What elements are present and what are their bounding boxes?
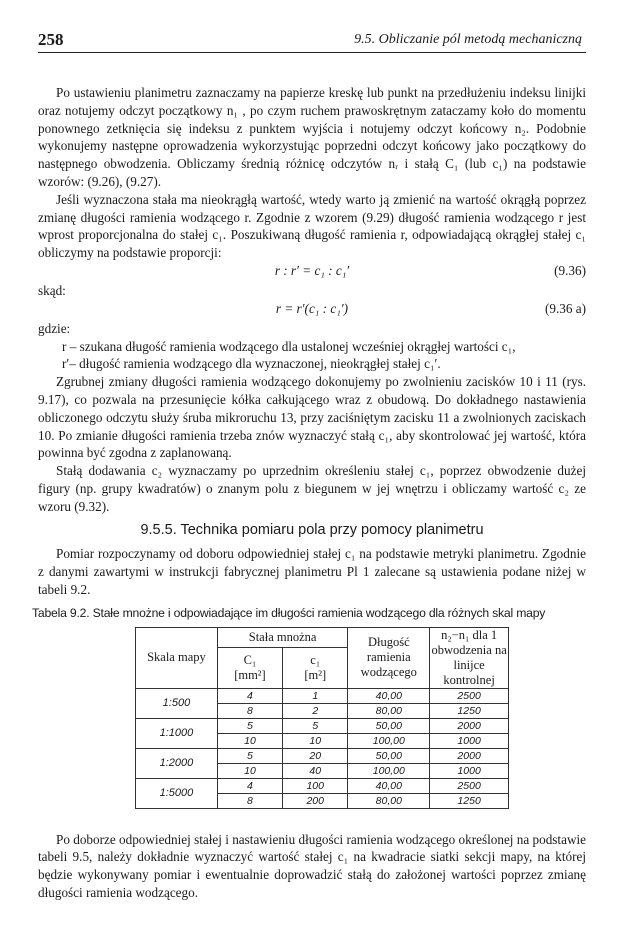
paragraph: Po ustawieniu planimetru zaznaczamy na papierze kreskę lub punkt na przedłużeniu indeksu linijki oraz notujemy odczyt początkowy n₁ , po czym ruchem prawoskrętnym zataczamy koło do momentu ponownego zetknięcia się indeksu z punktem wyjścia i notujemy odczyt końcowy n₂. Podobnie wykonujemy następne oprowadzenia wykorzystując poprzedni odczyt końcowy jako początkowy do następnego obwodzenia. Obliczamy średnią różnicę odczytów nᵣ i stałą C₁ (lub c₁) na podstawie wzorów: (9.26), (9.27). xyxy=(38,85,586,189)
definitions xyxy=(38,338,586,374)
cell-scale: 1:5000 xyxy=(136,778,218,808)
paragraph: Po doborze odpowiedniej stałej i nastawieniu długości ramienia wodzącego określonej na podstawie tabeli 9.5, należy dokładnie wyznaczyć wartość stałej c₁ na kwadracie siatki sekcji mapy, na której będzie wykonywany pomiar i ewentualnie doprowadzić stałą do założonej wartości poprzez zmianę długości ramienia wodzącego. xyxy=(38,831,586,900)
header-C1 xyxy=(217,648,282,688)
running-title: 9.5. Obliczanie pól metodą mechaniczną xyxy=(354,32,582,47)
cell-c1: 20 xyxy=(283,748,348,763)
cell-c1: 1 xyxy=(283,688,348,703)
cell-scale: 1:1000 xyxy=(136,718,218,748)
cell-ndiff: 1000 xyxy=(430,733,509,748)
cell-C1: 4 xyxy=(217,688,282,703)
equation-formula: r : r′ = c₁ : c₁′ xyxy=(274,262,350,278)
cell-scale: 1:2000 xyxy=(136,748,218,778)
cell-arm: 100,00 xyxy=(348,733,430,748)
cell-arm: 80,00 xyxy=(348,703,430,718)
paragraph: Zgrubnej zmiany długości ramienia wodzącego dokonujemy po zwolnieniu zacisków 10 i 11 (rys. 9.17), co pozwala na przesunięcie kółka całkującego wraz z obudową. Do dokładnego nastawienia obliczonego odczytu służy śruba mikroruchu 13, przy zaciśniętym zacisku 11 a zwolnionych zaciskach 10. Po zmianie długości ramienia trzeba znów wyznaczyć stałą c₁, aby skontrolować jej wartość, która powinna być zgodna z zaplanowaną. xyxy=(38,374,586,461)
equation-formula: r = r′(c₁ : c₁′) xyxy=(275,300,349,316)
cell-C1: 10 xyxy=(217,733,282,748)
header-C1-symbol: C₁ xyxy=(243,652,257,667)
definition-item: r′– długość ramienia wodzącego dla wyznaczonej, nieokrągłej stałej c₁′. xyxy=(62,356,441,372)
table-row xyxy=(136,748,509,763)
cell-arm: 40,00 xyxy=(348,778,430,793)
cell-arm: 100,00 xyxy=(348,763,430,778)
cell-ndiff: 2000 xyxy=(430,748,509,763)
cell-ndiff: 1000 xyxy=(430,763,509,778)
header-C1-unit: [mm²] xyxy=(234,667,266,682)
constants-table xyxy=(135,627,509,809)
cell-c1: 10 xyxy=(283,733,348,748)
definition-item: r – szukana długość ramienia wodzącego dla ustalonej wcześniej okrągłej wartości c₁, xyxy=(62,338,516,354)
cell-c1: 2 xyxy=(283,703,348,718)
cell-c1: 40 xyxy=(283,763,348,778)
header-c1-unit: [m²] xyxy=(304,667,327,682)
cell-C1: 5 xyxy=(217,718,282,733)
header-c1-symbol: c₁ xyxy=(310,652,321,667)
table-caption: Tabela 9.2. Stałe mnożne i odpowiadające im długości ramienia wodzącego dla różnych skal mapy xyxy=(32,605,546,620)
page-body xyxy=(32,84,586,902)
cell-scale: 1:500 xyxy=(136,688,218,718)
paragraph: Jeśli wyznaczona stała ma nieokrągłą wartość, wtedy warto ją zmienić na wartość okrągłą poprzez zmianę długości ramienia wodzącego r. Zgodnie z wzorem (9.29) długość ramienia wodzącego r jest wprost proporcjonalna do stałej c₁. Poszukiwaną długość ramienia r, odpowiadającą okrągłej stałej c₁ obliczymy na podstawie proporcji: xyxy=(38,191,586,261)
cell-ndiff: 2000 xyxy=(430,718,509,733)
cell-c1: 5 xyxy=(283,718,348,733)
table-row xyxy=(136,718,509,733)
header-scale: Skala mapy xyxy=(136,627,218,688)
cell-ndiff: 1250 xyxy=(430,703,509,718)
cell-C1: 10 xyxy=(217,763,282,778)
cell-c1: 200 xyxy=(283,793,348,808)
cell-C1: 4 xyxy=(217,778,282,793)
label-skad: skąd: xyxy=(38,282,66,298)
header-const-group: Stała mnożna xyxy=(217,627,348,648)
cell-arm: 40,00 xyxy=(348,688,430,703)
page-header xyxy=(38,30,586,53)
paragraph: Stałą dodawania c₂ wyznaczamy po uprzednim określeniu stałej c₁, poprzez obwodzenie dużej figury (np. grupy kwadratów) o znanym polu z biegunem w jej wnętrzu i obliczamy wartość c₂ ze wzoru (9.32). xyxy=(38,463,586,514)
page-number: 258 xyxy=(38,30,64,49)
cell-arm: 80,00 xyxy=(348,793,430,808)
table-row xyxy=(136,778,509,793)
header-arm-length: Długość ramienia wodzącego xyxy=(348,627,430,688)
cell-ndiff: 1250 xyxy=(430,793,509,808)
cell-arm: 50,00 xyxy=(348,748,430,763)
equation-9-36 xyxy=(38,262,586,282)
paragraph: Pomiar rozpoczynamy od doboru odpowiedniej stałej c₁ na podstawie metryki planimetru. Zgodnie z danymi zawartymi w instrukcji fabrycznej planimetru Pl 1 zalecane są ustawienia podane niżej w tabeli 9.2. xyxy=(38,546,586,597)
equation-number: (9.36 a) xyxy=(544,300,586,316)
header-c1 xyxy=(283,648,348,688)
label-gdzie: gdzie: xyxy=(38,320,71,336)
header-n-diff: n₂−n₁ dla 1 obwodzenia na linijce kontrolnej xyxy=(431,627,507,687)
equation-9-36a xyxy=(38,300,586,320)
cell-arm: 50,00 xyxy=(348,718,430,733)
cell-C1: 8 xyxy=(217,703,282,718)
cell-ndiff: 2500 xyxy=(430,688,509,703)
table-row xyxy=(136,688,509,703)
cell-c1: 100 xyxy=(283,778,348,793)
equation-number: (9.36) xyxy=(554,262,586,278)
cell-C1: 5 xyxy=(217,748,282,763)
cell-ndiff: 2500 xyxy=(430,778,509,793)
section-title: 9.5.5. Technika pomiaru pola przy pomocy planimetru xyxy=(140,521,484,538)
cell-C1: 8 xyxy=(217,793,282,808)
